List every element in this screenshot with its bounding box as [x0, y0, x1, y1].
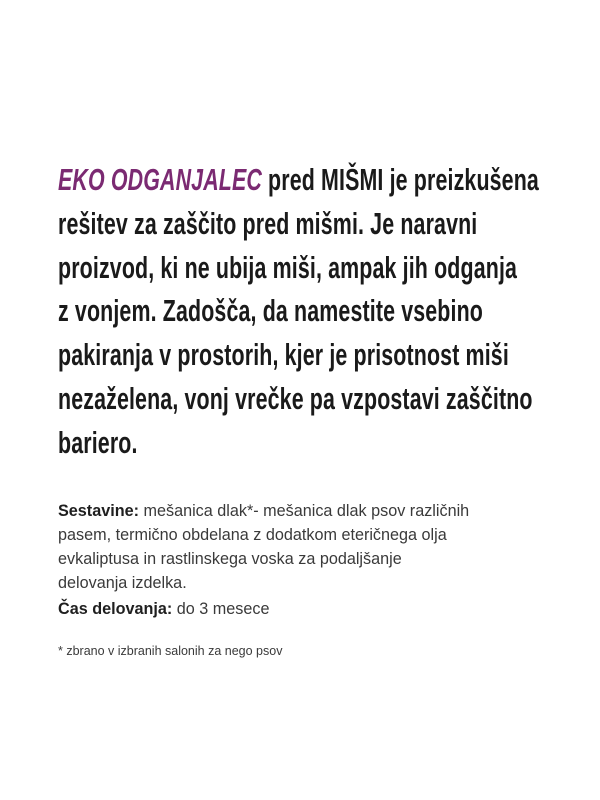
- description-line-3: proizvod, ki ne ubija miši, ampak jih odganja: [58, 249, 518, 285]
- ingredients-section: [58, 499, 558, 595]
- description-line-7: bariero.: [58, 424, 138, 460]
- brand-name: EKO ODGANJALEC: [58, 162, 262, 197]
- description-line-1: [58, 158, 539, 202]
- footnote: * zbrano v izbranih salonih za nego psov: [58, 644, 283, 658]
- duration-section: [58, 597, 269, 621]
- ingredients-label: Sestavine:: [58, 502, 139, 520]
- ingredients-line-2: pasem, termično obdelana z dodatkom eteričnega olja: [58, 526, 447, 544]
- duration-label: Čas delovanja:: [58, 600, 173, 618]
- description-line-2: rešitev za zaščito pred mišmi. Je naravni: [58, 205, 478, 241]
- ingredients-line-3: evkaliptusa in rastlinskega voska za podaljšanje: [58, 550, 402, 568]
- description-text: pred MIŠMI je preizkušena: [261, 162, 539, 197]
- ingredients-text: mešanica dlak*- mešanica dlak psov različnih: [138, 502, 470, 520]
- description-line-4: z vonjem. Zadošča, da namestite vsebino: [58, 293, 483, 329]
- ingredients-line-1: [58, 499, 558, 523]
- description-line-6: nezaželena, vonj vrečke pa vzpostavi zaščitno: [58, 380, 533, 416]
- ingredients-line-4: delovanja izdelka.: [58, 574, 187, 592]
- duration-value: do 3 mesece: [172, 600, 270, 618]
- product-description: [58, 158, 539, 465]
- description-line-5: pakiranja v prostorih, kjer je prisotnost miši: [58, 337, 509, 373]
